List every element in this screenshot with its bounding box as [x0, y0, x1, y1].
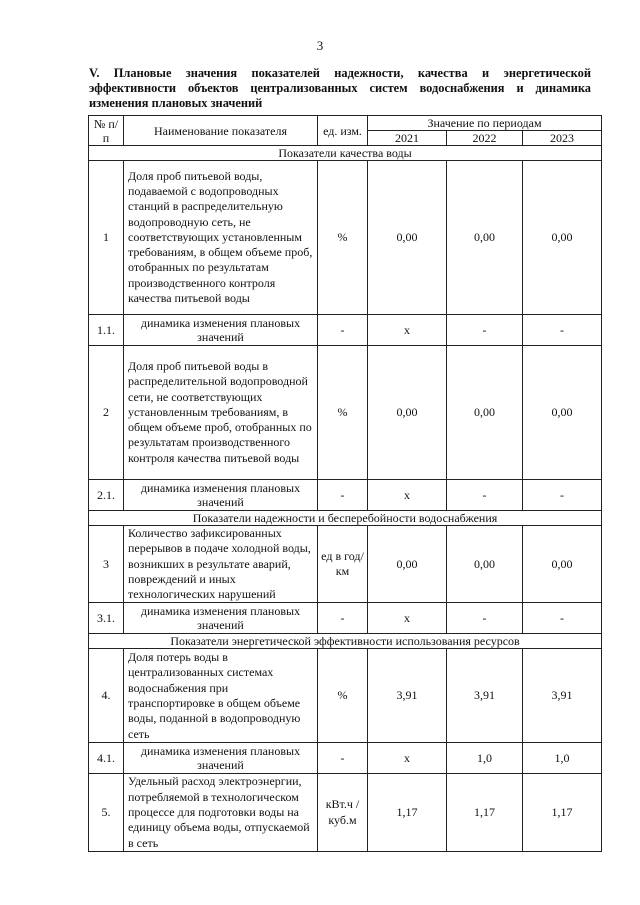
table-row	[89, 161, 602, 315]
row-value-2023: 3,91	[523, 649, 602, 743]
row-value-2023: 1,0	[523, 743, 602, 774]
row-value-2021: 3,91	[368, 649, 447, 743]
row-value-2022: -	[447, 480, 523, 511]
header-periods: Значение по периодам	[368, 116, 602, 131]
section-header-row	[89, 146, 602, 161]
row-value-2023: 0,00	[523, 526, 602, 603]
row-value-2023: 0,00	[523, 161, 602, 315]
table-row	[89, 526, 602, 603]
row-value-2021: х	[368, 743, 447, 774]
table-row	[89, 649, 602, 743]
indicators-table	[88, 115, 602, 852]
row-value-2023: -	[523, 480, 602, 511]
row-num: 3	[89, 526, 124, 603]
row-name: динамика изменения плановых значений	[124, 480, 318, 511]
row-value-2022: 0,00	[447, 526, 523, 603]
row-unit: -	[318, 315, 368, 346]
row-value-2021: х	[368, 480, 447, 511]
row-num: 5.	[89, 774, 124, 851]
row-num: 4.	[89, 649, 124, 743]
row-unit: ед в год/ км	[318, 526, 368, 603]
page-number: 3	[316, 38, 324, 53]
row-unit: -	[318, 480, 368, 511]
row-name: Доля проб питьевой воды, подаваемой с водопроводных станций в распределительную водопроводную сеть, не соответствующих установленным требованиям, в общем объеме проб, отобранных по результатам производственного контроля качества питьевой воды	[124, 161, 318, 315]
table-row	[89, 315, 602, 346]
table-row	[89, 480, 602, 511]
section-header-row	[89, 511, 602, 526]
header-name: Наименование показателя	[124, 116, 318, 146]
row-value-2021: х	[368, 315, 447, 346]
row-value-2022: 3,91	[447, 649, 523, 743]
row-unit: -	[318, 743, 368, 774]
row-value-2023: 1,17	[523, 774, 602, 851]
header-year: 2023	[523, 131, 602, 146]
row-value-2023: -	[523, 603, 602, 634]
row-num: 2	[89, 346, 124, 480]
table-row	[89, 743, 602, 774]
row-value-2021: 1,17	[368, 774, 447, 851]
header-unit: ед. изм.	[318, 116, 368, 146]
header-row	[89, 116, 602, 131]
row-value-2022: -	[447, 603, 523, 634]
row-name: Доля проб питьевой воды в распределительной водопроводной сети, не соответствующих установленным требованиям, в общем объеме проб, отобранных по результатам производственного контроля качества питьевой воды	[124, 346, 318, 480]
row-unit: %	[318, 649, 368, 743]
row-name: динамика изменения плановых значений	[124, 743, 318, 774]
section-title: V. Плановые значения показателей надежности, качества и энергетической эффективности объектов централизованных систем водоснабжения и динамика изменения плановых значений	[89, 66, 591, 111]
row-value-2022: -	[447, 315, 523, 346]
row-num: 1	[89, 161, 124, 315]
row-value-2021: 0,00	[368, 526, 447, 603]
row-unit: кВт.ч / куб.м	[318, 774, 368, 851]
row-value-2022: 0,00	[447, 161, 523, 315]
section-header: Показатели качества воды	[89, 146, 602, 161]
row-value-2023: 0,00	[523, 346, 602, 480]
header-num: № п/п	[89, 116, 124, 146]
row-value-2021: 0,00	[368, 346, 447, 480]
table-row	[89, 603, 602, 634]
row-value-2021: х	[368, 603, 447, 634]
row-name: динамика изменения плановых значений	[124, 315, 318, 346]
header-year: 2022	[447, 131, 523, 146]
row-name: динамика изменения плановых значений	[124, 603, 318, 634]
table-row	[89, 774, 602, 851]
row-value-2021: 0,00	[368, 161, 447, 315]
row-value-2022: 0,00	[447, 346, 523, 480]
section-header: Показатели надежности и бесперебойности водоснабжения	[89, 511, 602, 526]
section-header-row	[89, 634, 602, 649]
row-name: Удельный расход электроэнергии, потребляемой в технологическом процессе для подготовки воды на единицу объема воды, отпускаемой в сеть	[124, 774, 318, 851]
row-unit: -	[318, 603, 368, 634]
row-name: Доля потерь воды в централизованных системах водоснабжения при транспортировке в общем объеме воды, поданной в водопроводную сеть	[124, 649, 318, 743]
row-unit: %	[318, 161, 368, 315]
row-value-2022: 1,0	[447, 743, 523, 774]
row-num: 1.1.	[89, 315, 124, 346]
row-name: Количество зафиксированных перерывов в подаче холодной воды, возникших в результате аварий, повреждений и иных технологических нарушений	[124, 526, 318, 603]
row-value-2023: -	[523, 315, 602, 346]
header-year: 2021	[368, 131, 447, 146]
row-num: 4.1.	[89, 743, 124, 774]
row-num: 3.1.	[89, 603, 124, 634]
section-header: Показатели энергетической эффективности использования ресурсов	[89, 634, 602, 649]
row-value-2022: 1,17	[447, 774, 523, 851]
table-row	[89, 346, 602, 480]
row-num: 2.1.	[89, 480, 124, 511]
row-unit: %	[318, 346, 368, 480]
